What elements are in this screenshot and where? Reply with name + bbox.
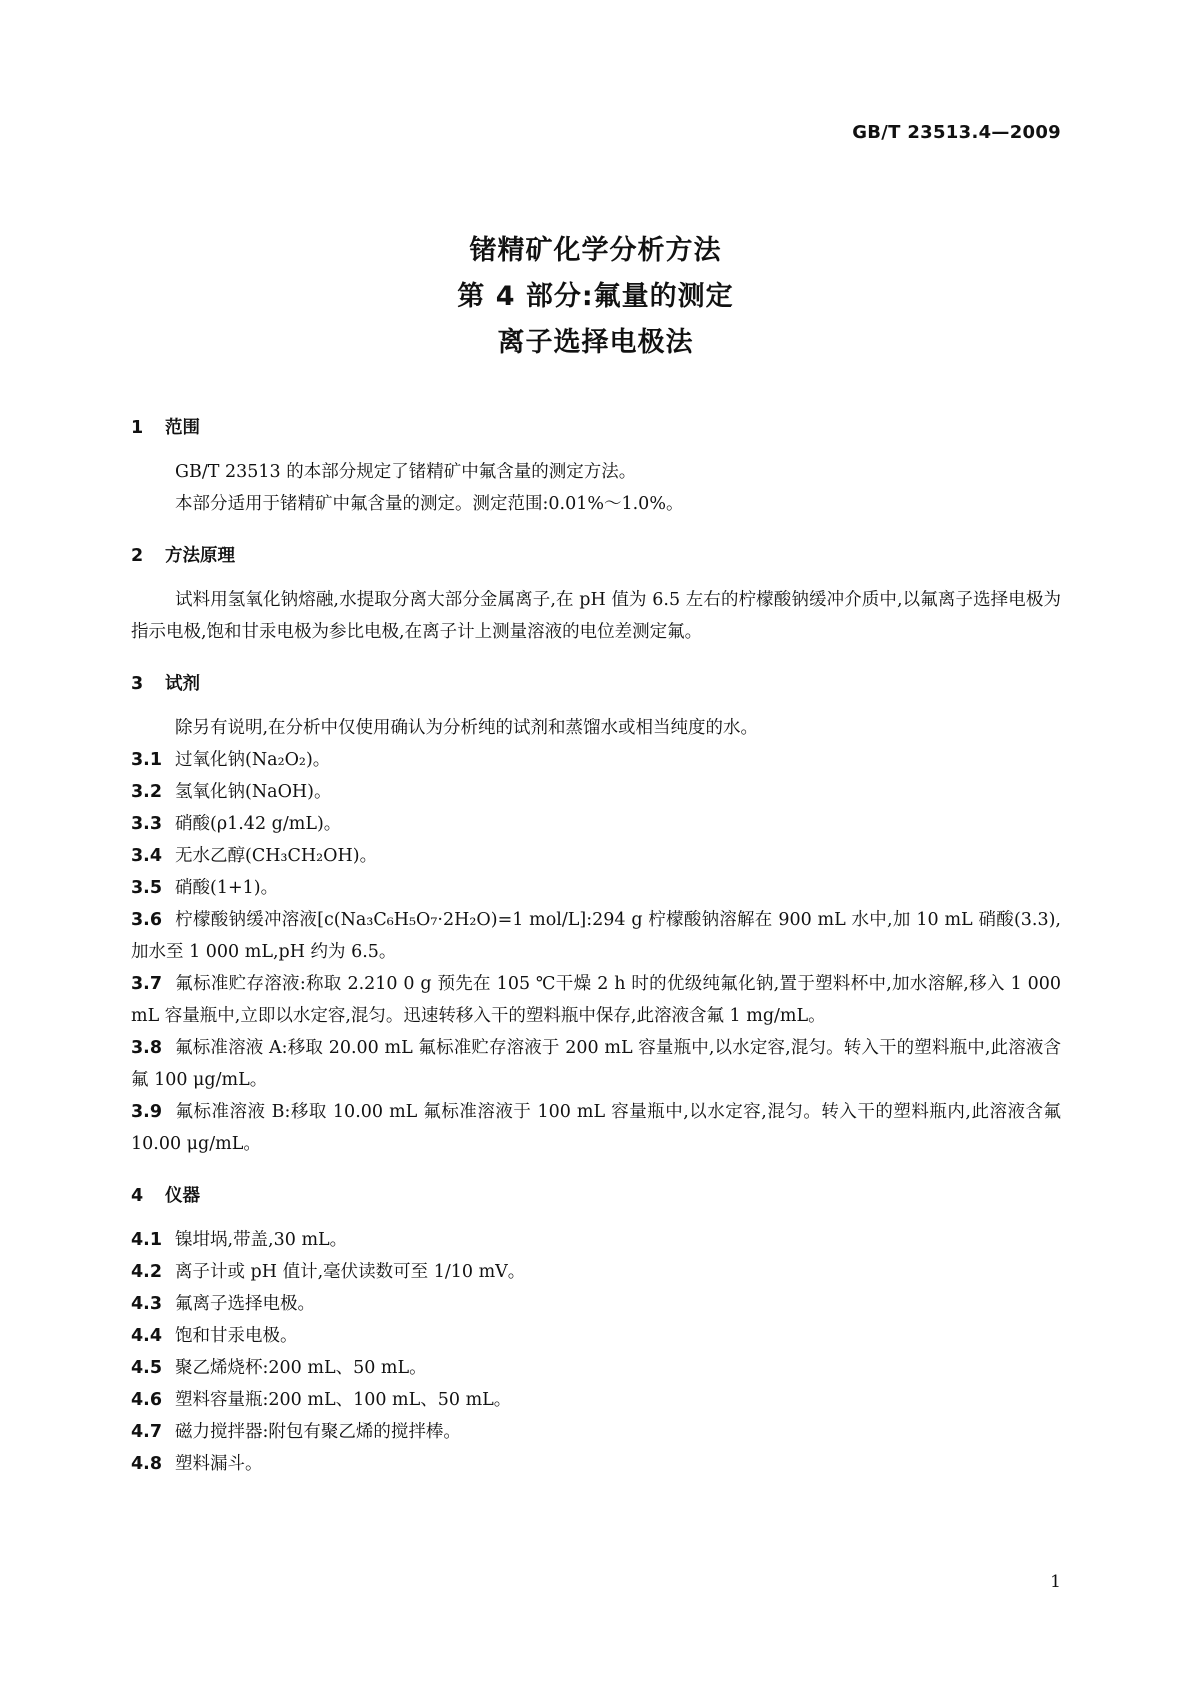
list-item xyxy=(131,1224,1061,1256)
list-item xyxy=(131,744,1061,776)
list-item xyxy=(131,840,1061,872)
section-number: 1 xyxy=(131,418,144,438)
item-number: 4.4 xyxy=(131,1326,163,1346)
item-text: 氟标准溶液 B:移取 10.00 mL 氟标准溶液于 100 mL 容量瓶中,以水定容,混匀。转入干的塑料瓶内,此溶液含氟 10.00 μg/mL。 xyxy=(131,1102,1061,1154)
list-item xyxy=(131,1320,1061,1352)
item-text: 无水乙醇(CH₃CH₂OH)。 xyxy=(175,846,378,866)
list-item xyxy=(131,1416,1061,1448)
list-item xyxy=(131,1032,1061,1096)
item-number: 3.2 xyxy=(131,782,163,802)
item-text: 塑料容量瓶:200 mL、100 mL、50 mL。 xyxy=(175,1390,512,1410)
section-heading-reagents xyxy=(131,668,1061,700)
item-text: 氟离子选择电极。 xyxy=(175,1294,315,1314)
item-text: 饱和甘汞电极。 xyxy=(175,1326,298,1346)
item-text: 镍坩埚,带盖,30 mL。 xyxy=(175,1230,348,1250)
section-heading-scope xyxy=(131,412,1061,444)
item-number: 3.8 xyxy=(131,1038,163,1058)
title-line-3: 离子选择电极法 xyxy=(497,327,694,358)
paragraph: 试料用氢氧化钠熔融,水提取分离大部分金属离子,在 pH 值为 6.5 左右的柠檬酸钠缓冲介质中,以氟离子选择电极为指示电极,饱和甘汞电极为参比电极,在离子计上测量溶液的电位差测定氟。 xyxy=(131,590,1061,642)
item-number: 4.6 xyxy=(131,1390,163,1410)
paragraph: 本部分适用于锗精矿中氟含量的测定。测定范围:0.01%～1.0%。 xyxy=(175,494,684,514)
item-text: 聚乙烯烧杯:200 mL、50 mL。 xyxy=(175,1358,427,1378)
item-text: 磁力搅拌器:附包有聚乙烯的搅拌棒。 xyxy=(175,1422,461,1442)
document-code: GB/T 23513.4—2009 xyxy=(852,122,1061,143)
item-number: 3.5 xyxy=(131,878,163,898)
list-item xyxy=(131,776,1061,808)
list-item xyxy=(131,1288,1061,1320)
item-number: 3.3 xyxy=(131,814,163,834)
section-heading-apparatus xyxy=(131,1180,1061,1212)
list-item xyxy=(131,1448,1061,1480)
list-item xyxy=(131,904,1061,968)
section-number: 2 xyxy=(131,546,144,566)
document-body xyxy=(131,412,1061,1480)
item-text: 过氧化钠(Na₂O₂)。 xyxy=(175,750,331,770)
list-item xyxy=(131,1352,1061,1384)
list-item xyxy=(131,872,1061,904)
title-line-2: 第 4 部分:氟量的测定 xyxy=(457,281,734,312)
item-number: 4.3 xyxy=(131,1294,163,1314)
item-text: 柠檬酸钠缓冲溶液[c(Na₃C₆H₅O₇·2H₂O)=1 mol/L]:294 g 柠檬酸钠溶解在 900 mL 水中,加 10 mL 硝酸(3.3),加水至 1 000 mL,pH 约为 6.5。 xyxy=(131,910,1061,962)
document-title xyxy=(0,228,1191,366)
paragraph: 除另有说明,在分析中仅使用确认为分析纯的试剂和蒸馏水或相当纯度的水。 xyxy=(175,718,759,738)
item-number: 3.9 xyxy=(131,1102,163,1122)
item-number: 4.1 xyxy=(131,1230,163,1250)
section-heading-principle xyxy=(131,540,1061,572)
item-number: 3.1 xyxy=(131,750,163,770)
section-title: 范围 xyxy=(165,418,200,438)
item-number: 3.4 xyxy=(131,846,163,866)
list-item xyxy=(131,968,1061,1032)
list-item xyxy=(131,1384,1061,1416)
title-line-1: 锗精矿化学分析方法 xyxy=(469,235,722,266)
item-number: 4.8 xyxy=(131,1454,163,1474)
item-text: 塑料漏斗。 xyxy=(175,1454,263,1474)
item-text: 硝酸(1+1)。 xyxy=(175,878,279,898)
item-number: 3.6 xyxy=(131,910,163,930)
item-number: 3.7 xyxy=(131,974,163,994)
item-text: 氟标准溶液 A:移取 20.00 mL 氟标准贮存溶液于 200 mL 容量瓶中,以水定容,混匀。转入干的塑料瓶中,此溶液含氟 100 μg/mL。 xyxy=(131,1038,1061,1090)
list-item xyxy=(131,1096,1061,1160)
paragraph: GB/T 23513 的本部分规定了锗精矿中氟含量的测定方法。 xyxy=(175,462,637,482)
section-title: 试剂 xyxy=(165,674,200,694)
item-text: 离子计或 pH 值计,毫伏读数可至 1/10 mV。 xyxy=(175,1262,526,1282)
list-item xyxy=(131,1256,1061,1288)
section-number: 3 xyxy=(131,674,144,694)
item-text: 氟标准贮存溶液:称取 2.210 0 g 预先在 105 ℃干燥 2 h 时的优级纯氟化钠,置于塑料杯中,加水溶解,移入 1 000 mL 容量瓶中,立即以水定容,混匀。迅速转移入干的塑料瓶中保存,此溶液含氟 1 mg/mL。 xyxy=(131,974,1061,1026)
section-title: 仪器 xyxy=(165,1186,200,1206)
item-number: 4.7 xyxy=(131,1422,163,1442)
page-number: 1 xyxy=(1050,1572,1061,1592)
section-number: 4 xyxy=(131,1186,144,1206)
section-title: 方法原理 xyxy=(165,546,235,566)
item-text: 硝酸(ρ1.42 g/mL)。 xyxy=(175,814,342,834)
item-text: 氢氧化钠(NaOH)。 xyxy=(175,782,332,802)
item-number: 4.2 xyxy=(131,1262,163,1282)
item-number: 4.5 xyxy=(131,1358,163,1378)
list-item xyxy=(131,808,1061,840)
